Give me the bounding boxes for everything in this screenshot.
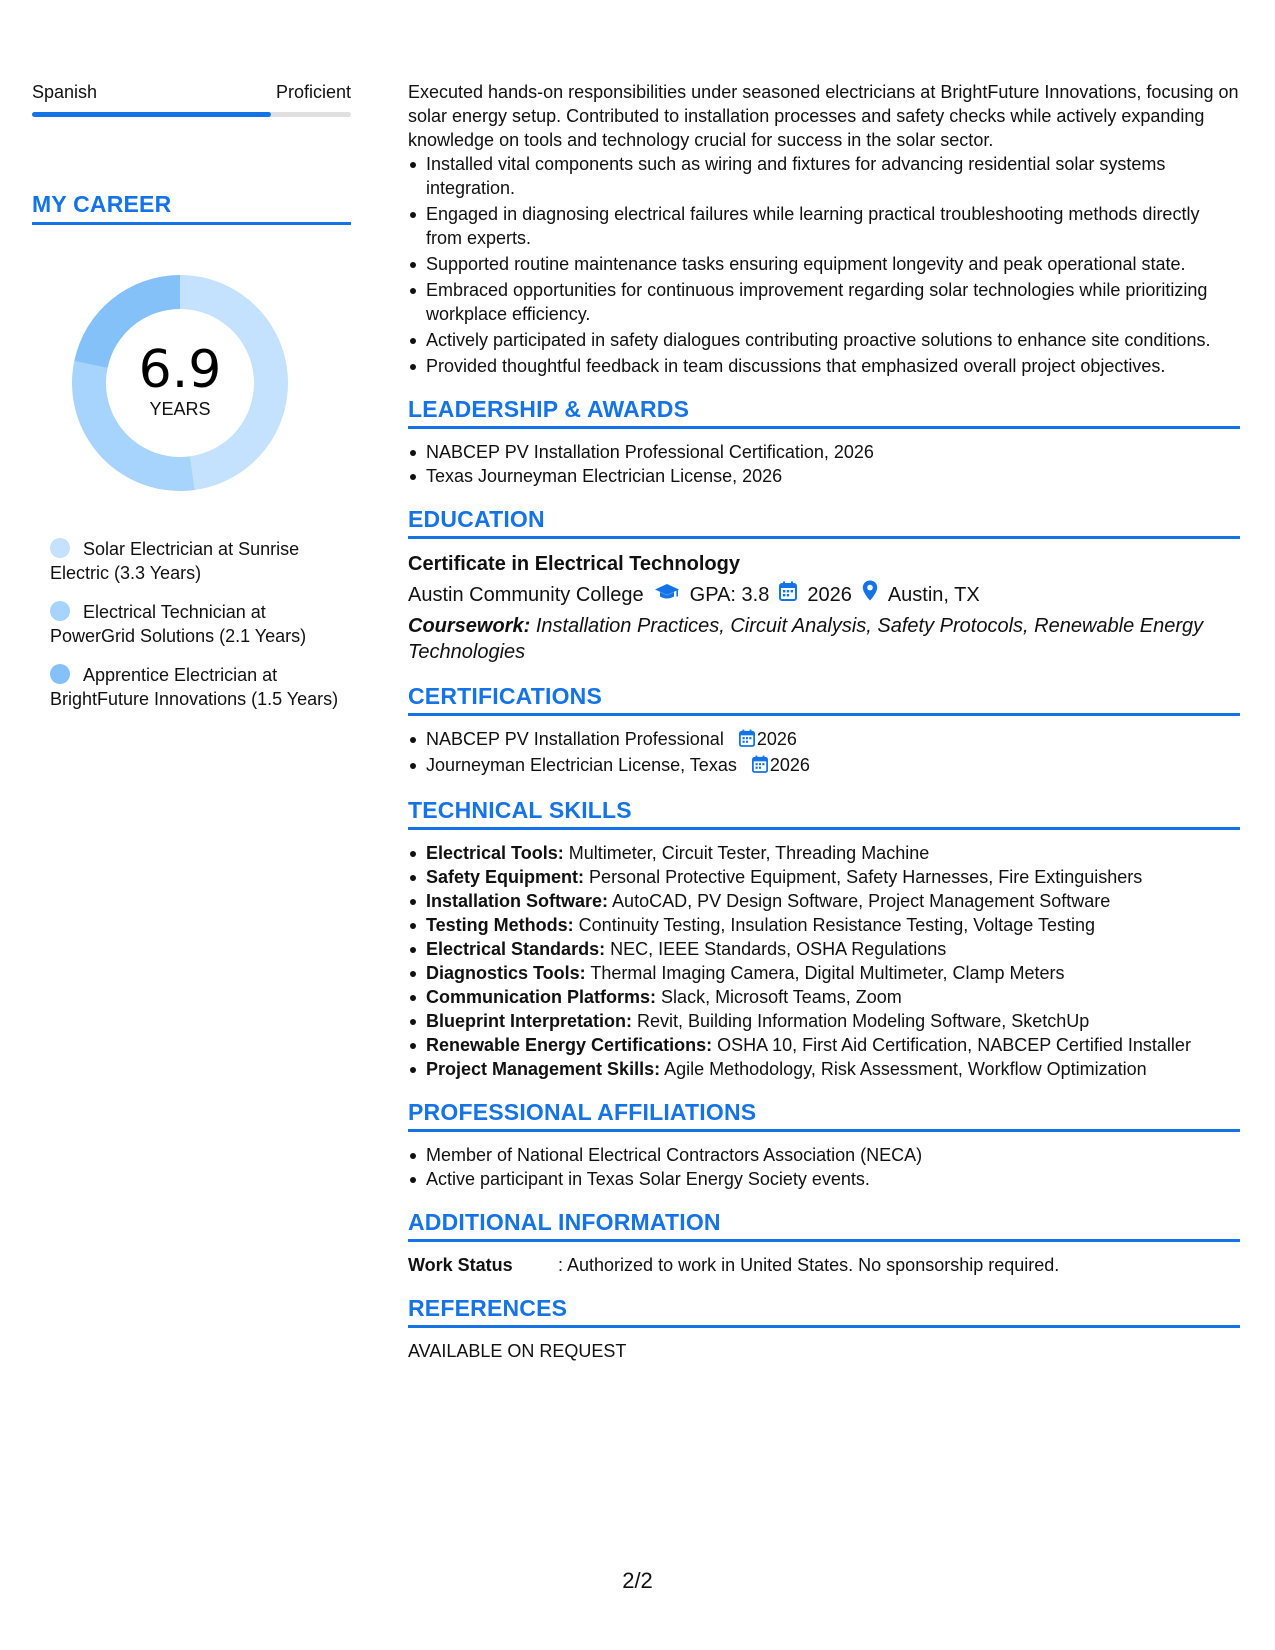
experience-summary: Executed hands-on responsibilities under seasoned electricians at BrightFuture Innovations, focusing on solar energy setup. Contributed to installation processes and safety checks while actively expanding knowledge on tools and technology crucial for success in the solar sector. [408,82,1239,150]
skill-value: Slack, Microsoft Teams, Zoom [661,987,902,1007]
additional-info-heading: ADDITIONAL INFORMATION [408,1209,1240,1242]
skill-label: Project Management Skills: [426,1059,661,1079]
work-status-label: Work Status [408,1255,513,1275]
skills-list [408,841,1240,1081]
list-item: NABCEP PV Installation Professional Certification, 2026 [408,440,1240,464]
list-item [408,1057,1240,1081]
work-status-row [408,1253,1240,1277]
list-item [408,889,1240,913]
skill-label: Installation Software: [426,891,609,911]
list-item [408,865,1240,889]
coursework-text: Installation Practices, Circuit Analysis, Safety Protocols, Renewable Energy Technologies [408,615,1204,663]
list-item: Installed vital components such as wiring and fixtures for advancing residential solar systems integration. [408,152,1240,200]
skill-value: Personal Protective Equipment, Safety Harnesses, Fire Extinguishers [589,867,1143,887]
language-proficiency-fill [32,112,271,117]
list-item [408,1009,1240,1033]
list-item: Actively participated in safety dialogues contributing proactive solutions to enhance site conditions. [408,328,1240,352]
language-row [32,80,351,104]
leadership-list [408,440,1240,488]
career-total-years: 6.9 [138,340,222,400]
leadership-heading: LEADERSHIP & AWARDS [408,396,1240,429]
skill-label: Blueprint Interpretation: [426,1011,632,1031]
career-legend [32,537,351,711]
list-item [408,913,1240,937]
list-item [408,753,1240,779]
list-item: Texas Journeyman Electrician License, 2026 [408,464,1240,488]
career-years-unit: YEARS [149,399,211,419]
experience-bullets [408,152,1240,378]
skill-value: NEC, IEEE Standards, OSHA Regulations [610,939,947,959]
legend-dot-1 [50,538,70,558]
location-pin-icon [862,580,878,609]
list-item: Provided thoughtful feedback in team discussions that emphasized overall project objectives. [408,354,1240,378]
list-item: Supported routine maintenance tasks ensuring equipment longevity and peak operational state. [408,252,1240,276]
skill-label: Safety Equipment: [426,867,585,887]
skill-label: Electrical Tools: [426,843,564,863]
certification-date-text: 2026 [756,729,797,749]
legend-item [50,663,351,711]
certification-name: NABCEP PV Installation Professional [426,729,724,749]
education-meta [408,580,1240,609]
skill-value: Multimeter, Circuit Tester, Threading Machine [568,843,930,863]
list-item [408,841,1240,865]
career-heading: MY CAREER [32,191,351,225]
page-number: 2/2 [622,1568,653,1593]
skills-heading: TECHNICAL SKILLS [408,797,1240,830]
affiliations-list [408,1143,1240,1191]
education-school: Austin Community College [408,583,644,606]
legend-item [50,537,351,585]
donut-center [66,269,294,497]
legend-label: Electrical Technician at PowerGrid Solutions (2.1 Years) [50,602,307,646]
skill-label: Diagnostics Tools: [426,963,586,983]
skill-value: Agile Methodology, Risk Assessment, Workflow Optimization [664,1059,1147,1079]
skill-label: Communication Platforms: [426,987,657,1007]
sidebar [32,80,351,726]
education-degree: Certificate in Electrical Technology [408,553,740,575]
legend-label: Apprentice Electrician at BrightFuture Innovations (1.5 Years) [50,665,339,709]
education-year: 2026 [807,583,852,606]
list-item [408,1033,1240,1057]
skill-label: Electrical Standards: [426,939,606,959]
certifications-list [408,727,1240,779]
graduation-cap-icon [654,581,680,609]
work-status-value: : Authorized to work in United States. No sponsorship required. [558,1255,1060,1275]
education-heading: EDUCATION [408,506,1240,539]
references-heading: REFERENCES [408,1295,1240,1328]
career-donut-chart [66,269,294,497]
list-item [408,985,1240,1009]
main-content [408,80,1240,1363]
list-item: Active participant in Texas Solar Energy Society events. [408,1167,1240,1191]
certification-name: Journeyman Electrician License, Texas [426,755,737,775]
list-item [408,727,1240,753]
calendar-icon [752,755,768,779]
legend-item [50,600,351,648]
language-proficiency-bar [32,112,351,117]
list-item [408,961,1240,985]
legend-label: Solar Electrician at Sunrise Electric (3.3 Years) [50,539,300,583]
skill-value: AutoCAD, PV Design Software, Project Management Software [612,891,1111,911]
certification-date [739,729,797,749]
coursework-label: Coursework: [408,615,531,637]
language-name: Spanish [32,82,98,102]
language-level: Proficient [275,82,351,102]
calendar-icon [779,581,797,609]
legend-dot-3 [50,664,70,684]
list-item [408,937,1240,961]
skill-value: Continuity Testing, Insulation Resistance Testing, Voltage Testing [578,915,1095,935]
list-item: Engaged in diagnosing electrical failures while learning practical troubleshooting methods directly from experts. [408,202,1240,250]
certification-date [752,755,810,775]
skill-value: Revit, Building Information Modeling Software, SketchUp [637,1011,1090,1031]
education-gpa: GPA: 3.8 [689,583,770,606]
certifications-heading: CERTIFICATIONS [408,683,1240,716]
education-coursework [408,613,1240,665]
references-text: AVAILABLE ON REQUEST [408,1341,627,1361]
skill-value: Thermal Imaging Camera, Digital Multimeter, Clamp Meters [590,963,1065,983]
affiliations-heading: PROFESSIONAL AFFILIATIONS [408,1099,1240,1132]
list-item: Member of National Electrical Contractors Association (NECA) [408,1143,1240,1167]
education-location: Austin, TX [887,583,980,606]
skill-label: Renewable Energy Certifications: [426,1035,713,1055]
skill-value: OSHA 10, First Aid Certification, NABCEP Certified Installer [717,1035,1191,1055]
calendar-icon [739,729,755,753]
certification-date-text: 2026 [769,755,810,775]
legend-dot-2 [50,601,70,621]
skill-label: Testing Methods: [426,915,574,935]
list-item: Embraced opportunities for continuous improvement regarding solar technologies while prioritizing workplace efficiency. [408,278,1240,326]
